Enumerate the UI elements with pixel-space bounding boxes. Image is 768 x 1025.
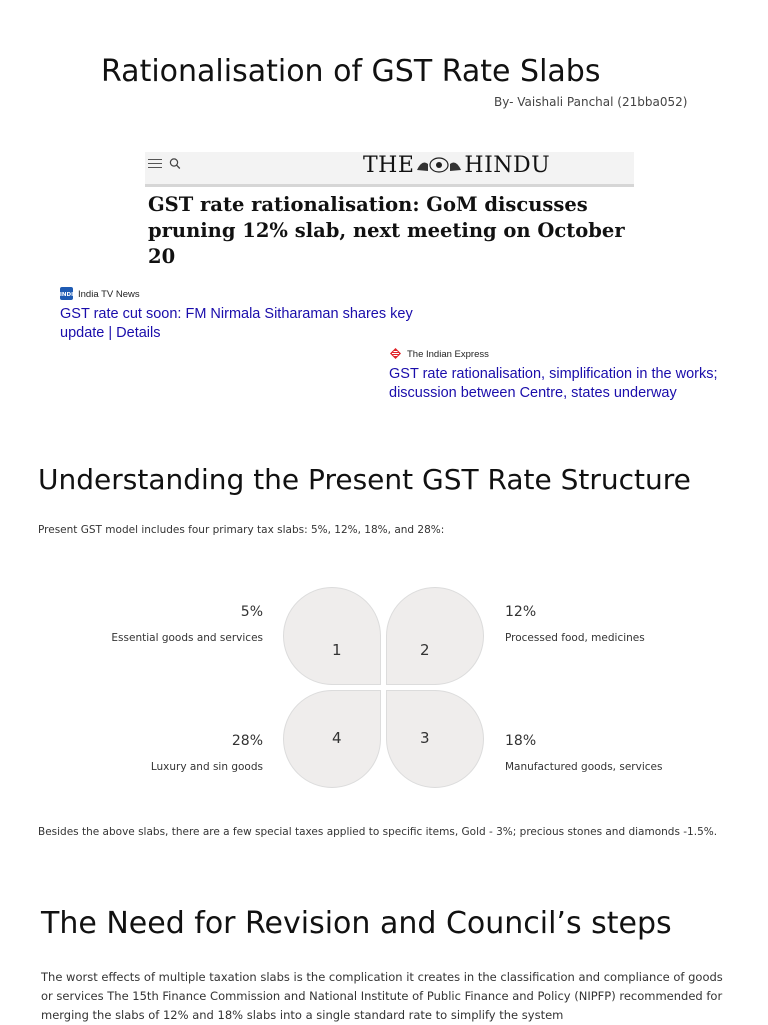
news-link-gst-rationalisation[interactable]: GST rate rationalisation, simplification in the works; discussion between Centre, states underway — [389, 366, 718, 401]
search-icon[interactable] — [169, 157, 181, 171]
slab-rate: 12% — [505, 604, 537, 620]
news-source: The Indian Express — [389, 347, 749, 360]
the-hindu-logo: THE HINDU — [363, 153, 551, 178]
structure-intro-text: Present GST model includes four primary tax slabs: 5%, 12%, 18%, and 28%: — [38, 524, 445, 536]
slab-rate: 18% — [505, 733, 537, 749]
slab-number: 4 — [332, 729, 342, 747]
news-card-indian-express — [389, 347, 749, 403]
slab-number: 2 — [420, 641, 430, 659]
page-title: Rationalisation of GST Rate Slabs — [101, 54, 601, 89]
slab-description: Manufactured goods, services — [505, 761, 663, 773]
svg-text:INDI: INDI — [60, 292, 73, 298]
slab-rate: 28% — [231, 733, 263, 749]
news-source: INDI India TV News — [60, 289, 140, 300]
menu-icon[interactable] — [148, 159, 162, 171]
hindu-headline[interactable]: GST rate rationalisation: GoM discusses pruning 12% slab, next meeting on October 20 — [148, 193, 625, 268]
slab-number: 3 — [420, 729, 430, 747]
the-hindu-clip — [145, 152, 634, 268]
slab-description: Luxury and sin goods — [150, 761, 263, 773]
author-byline: By- Vaishali Panchal (21bba052) — [494, 95, 688, 109]
slab-description: Essential goods and services — [111, 632, 263, 644]
slab-petal-1 — [283, 587, 381, 685]
slab-petal-2 — [386, 587, 484, 685]
india-tv-logo-icon — [60, 287, 73, 300]
special-taxes-note: Besides the above slabs, there are a few special taxes applied to specific items, Gold - 3%; precious stones and diamonds -1.5%. — [38, 826, 718, 838]
emblem-icon — [414, 156, 464, 174]
news-link-gst-rate-cut[interactable]: GST rate cut soon: FM Nirmala Sitharaman shares key update | Details — [60, 306, 413, 341]
news-card-india-tv — [60, 287, 460, 343]
slab-rate: 5% — [240, 604, 263, 620]
section-heading-structure: Understanding the Present GST Rate Structure — [38, 463, 691, 496]
slab-description: Processed food, medicines — [505, 632, 645, 644]
slab-petal-3 — [386, 690, 484, 788]
slab-number: 1 — [332, 641, 342, 659]
indian-express-logo-icon — [389, 347, 402, 360]
hindu-header-bar — [145, 152, 634, 187]
section-heading-revision: The Need for Revision and Council’s steps — [41, 906, 672, 941]
revision-paragraph: The worst effects of multiple taxation slabs is the complication it creates in the classification and compliance of goods or services The 15th Finance Commission and National Institute of Public Finance and Policy (NIPFP) recommended for merging the slabs of 12% and 18% slabs into a single standard rate to simplify the system — [41, 970, 723, 1022]
